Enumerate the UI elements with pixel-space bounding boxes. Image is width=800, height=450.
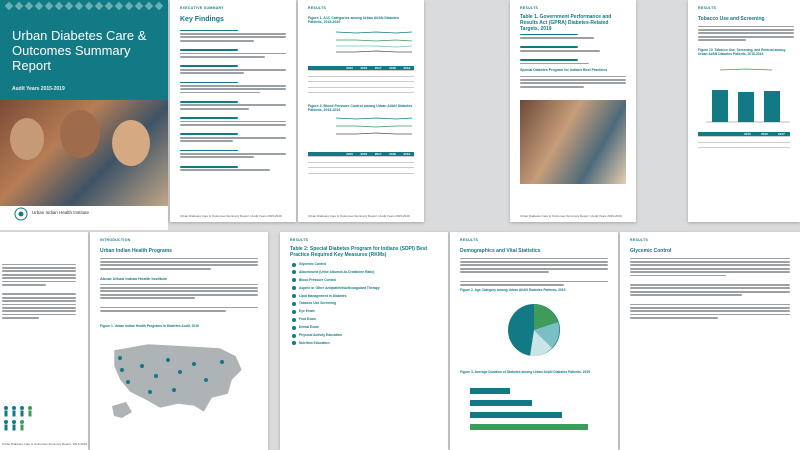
page-title: Demographics and Vital Statistics	[460, 248, 541, 254]
report-cover	[0, 0, 168, 222]
pie-title: Figure 2. Age Category among Urban AI/AN Diabetes Patients, 2019	[460, 288, 566, 292]
cover-title: Urban Diabetes Care & Outcomes Summary Report	[12, 28, 147, 73]
cover-logo-strip	[0, 206, 168, 222]
list-item: Lipid Management in Diabetes	[292, 294, 438, 299]
demographics-text	[460, 256, 608, 287]
list-item: Nutrition Education	[292, 341, 438, 346]
page-introduction	[90, 232, 268, 450]
page-footer: Urban Diabetes Care & Outcomes Summary Report | Audit Years 2015-2019	[308, 214, 410, 218]
figure10-table: 2015 2016 2017	[698, 132, 790, 148]
page-title: Tobacco Use and Screening	[698, 16, 765, 22]
rkm-list	[292, 262, 438, 349]
figure1-line-chart	[308, 24, 414, 68]
page-header: RESULTS	[308, 6, 327, 10]
cover-pattern	[0, 0, 168, 14]
sdpi-text	[520, 74, 626, 89]
uihi-logo-icon	[14, 207, 28, 221]
page-footer: Urban Diabetes Care & Outcomes Summary Report | Audit Years 2015-2019	[520, 214, 622, 218]
findings-text	[180, 28, 286, 173]
map-title: Figure 1. Urban Indian Health Programs in Diabetes Audit, 2019	[100, 324, 199, 328]
page-header: EXECUTIVE SUMMARY	[180, 6, 224, 10]
list-item: Eye Exam	[292, 309, 438, 314]
figure2-line-chart	[308, 112, 414, 152]
list-item: Aspirin or Other Antiplatelet/Anticoagulant Therapy	[292, 286, 438, 291]
table1-rows	[520, 32, 626, 66]
about-subtitle: About Urban Indian Health Institute	[100, 276, 168, 281]
page-header: RESULTS	[698, 6, 717, 10]
table2-title: Table 2: Special Diabetes Program for Indians (SDPI) Best Practice Required Key Measures (RKMs)	[290, 246, 428, 258]
glycemic-text	[630, 256, 790, 320]
cover-photo	[0, 100, 168, 222]
list-item: Glycemic Control	[292, 262, 438, 267]
list-item: Blood Pressure Control	[292, 278, 438, 283]
table1-title: Table 1. Government Performance and Results Act (GPRA) Diabetes-Related Targets, 2019	[520, 14, 612, 32]
cover-base	[0, 222, 168, 230]
people-pictogram	[2, 404, 82, 434]
bar-title: Figure 3. Average Duration of Diabetes among Urban AI/AN Diabetes Patients, 2019	[460, 370, 591, 374]
page-header: INTRODUCTION	[100, 238, 131, 242]
page-header: RESULTS	[290, 238, 309, 242]
page-key-findings	[170, 0, 296, 222]
figure1-title: Figure 1. A1C Categories among Urban AI/AN Diabetes Patients, 2015-2019	[308, 16, 399, 24]
page-tobacco	[688, 0, 800, 222]
page-title: Glycemic Control	[630, 248, 672, 254]
bar-2017	[764, 91, 780, 122]
figure2-table: 2015 2016 2017 2018 2019	[308, 152, 414, 174]
list-item: Foot Exam	[292, 317, 438, 322]
page-title: Key Findings	[180, 16, 224, 23]
cover-org-name: Urban Indian Health Institute	[32, 210, 90, 215]
page-header: RESULTS	[460, 238, 479, 242]
duration-bar-chart	[460, 378, 608, 438]
tobacco-text	[698, 24, 794, 43]
page-demographics	[450, 232, 618, 450]
page-header: RESULTS	[630, 238, 649, 242]
left-strip-text	[2, 262, 76, 320]
figure10-title: Figure 10. Tobacco Use, Screening, and Referral among Urban AI/AN Diabetes Patients, 2015-2019	[698, 48, 786, 56]
figure2-title: Figure 2. Blood Pressure Control among Urban AI/AN Diabetes Patients, 2015-2019	[308, 104, 413, 112]
us-map	[108, 336, 248, 426]
list-item: Physical Activity Education	[292, 333, 438, 338]
page-footer: Urban Diabetes Care & Outcomes Summary Report | Audit Years 2015-2019	[180, 214, 282, 218]
list-item: Tobacco Use Screening	[292, 301, 438, 306]
cover-audit-years: Audit Years 2015-2019	[12, 86, 65, 92]
page-title: Urban Indian Health Programs	[100, 248, 172, 254]
age-pie-chart	[460, 296, 608, 366]
page-glycemic	[620, 232, 800, 450]
list-item: Albuminuria (Urine Albumin-to-Creatinine Ratio)	[292, 270, 438, 275]
intro-text	[100, 256, 258, 271]
page-header: RESULTS	[520, 6, 539, 10]
page-footer: Urban Diabetes Care & Outcomes Summary Report, 2015-2019	[2, 442, 88, 446]
sdpi-section-title: Special Diabetes Program for Indians Best Practices	[520, 68, 608, 72]
list-item: Dental Exam	[292, 325, 438, 330]
about-text	[100, 282, 258, 313]
page-sdpi-table	[280, 232, 448, 450]
page-gpra-table	[510, 0, 636, 222]
sdpi-photo	[520, 100, 626, 184]
figure10-bar-chart	[698, 60, 794, 130]
bar-2016	[738, 92, 754, 122]
bar-2015	[712, 90, 728, 122]
figure1-table: 2015 2016 2017 2018 2019	[308, 66, 414, 93]
page-results-figures	[298, 0, 424, 222]
page-left-strip	[0, 232, 88, 450]
